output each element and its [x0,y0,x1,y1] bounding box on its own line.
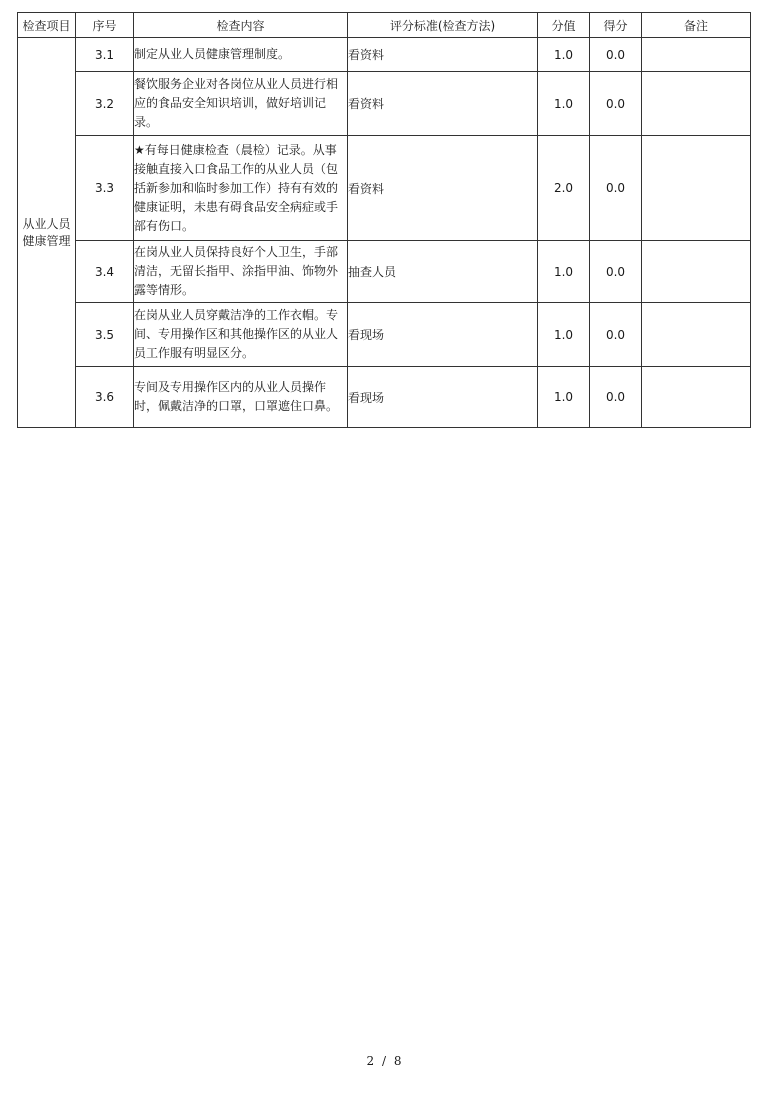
header-content: 检查内容 [134,13,348,38]
row-remarks [642,136,751,241]
row-score: 1.0 [538,72,590,136]
row-score: 1.0 [538,38,590,72]
row-remarks [642,72,751,136]
row-remarks [642,241,751,303]
row-score: 2.0 [538,136,590,241]
row-content: 专间及专用操作区内的从业人员操作时，佩戴洁净的口罩，口罩遮住口鼻。 [134,367,348,428]
row-obtained: 0.0 [590,136,642,241]
category-cell: 从业人员健康管理 [18,38,76,428]
row-content: 制定从业人员健康管理制度。 [134,38,348,72]
header-score: 分值 [538,13,590,38]
table-row [18,303,751,367]
page-indicator: 2 / 8 [366,1054,404,1068]
row-obtained: 0.0 [590,38,642,72]
row-number: 3.1 [76,38,134,72]
row-content: 在岗从业人员保持良好个人卫生，手部清洁，无留长指甲、涂指甲油、饰物外露等情形。 [134,241,348,303]
row-method: 看资料 [348,136,538,241]
table-row [18,367,751,428]
row-obtained: 0.0 [590,241,642,303]
header-number: 序号 [76,13,134,38]
header-obtained: 得分 [590,13,642,38]
row-method: 看资料 [348,72,538,136]
row-obtained: 0.0 [590,303,642,367]
row-number: 3.6 [76,367,134,428]
row-remarks [642,38,751,72]
row-remarks [642,303,751,367]
row-method: 看资料 [348,38,538,72]
row-number: 3.3 [76,136,134,241]
row-method: 看现场 [348,367,538,428]
table-row [18,38,751,72]
row-score: 1.0 [538,367,590,428]
inspection-table [17,12,751,428]
header-method: 评分标准(检查方法) [348,13,538,38]
row-content: 在岗从业人员穿戴洁净的工作衣帽。专间、专用操作区和其他操作区的从业人员工作服有明显区分。 [134,303,348,367]
table-row [18,72,751,136]
row-remarks [642,367,751,428]
header-remarks: 备注 [642,13,751,38]
row-method: 看现场 [348,303,538,367]
table-row [18,241,751,303]
row-content: 餐饮服务企业对各岗位从业人员进行相应的食品安全知识培训，做好培训记录。 [134,72,348,136]
row-method: 抽查人员 [348,241,538,303]
row-obtained: 0.0 [590,367,642,428]
row-score: 1.0 [538,303,590,367]
row-number: 3.5 [76,303,134,367]
table-header-row [18,13,751,38]
row-number: 3.2 [76,72,134,136]
row-number: 3.4 [76,241,134,303]
row-score: 1.0 [538,241,590,303]
header-category: 检查项目 [18,13,76,38]
row-obtained: 0.0 [590,72,642,136]
row-content: ★有每日健康检查（晨检）记录。从事接触直接入口食品工作的从业人员（包括新参加和临时参加工作）持有有效的健康证明，未患有碍食品安全病症或手部有伤口。 [134,136,348,241]
table-row [18,136,751,241]
